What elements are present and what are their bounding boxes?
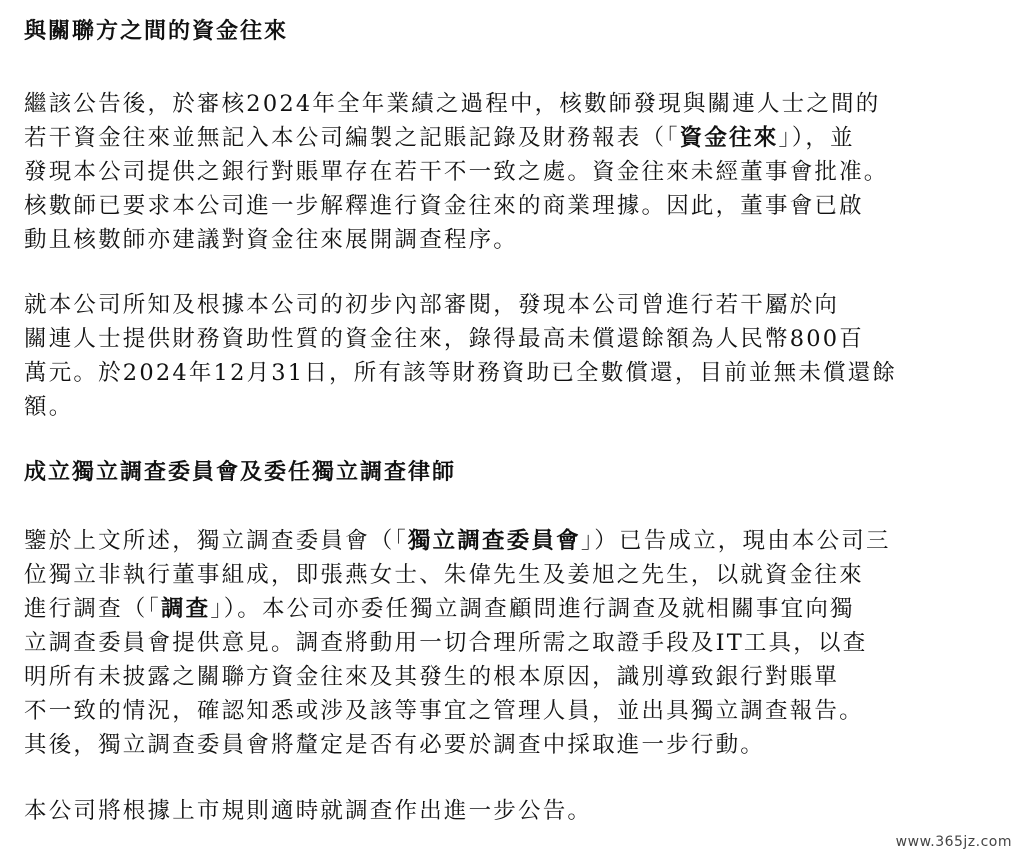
text-line: 就本公司所知及根據本公司的初步內部審閱，發現本公司曾進行若干屬於向 (24, 292, 840, 318)
text-line: 明所有未披露之關聯方資金往來及其發生的根本原因，識別導致銀行對賬單 (24, 664, 840, 690)
text-line: 鑒於上文所述，獨立調查委員會（「獨立調查委員會」）已告成立，現由本公司三 (24, 528, 891, 554)
text-line: 關連人士提供財務資助性質的資金往來，錄得最高未償還餘額為人民幣800百 (24, 326, 864, 352)
section-heading-independent-investigation: 成立獨立調查委員會及委任獨立調查律師 (24, 460, 457, 485)
section-heading-related-party-funds: 與關聯方之間的資金往來 (24, 19, 289, 44)
watermark: www.365jz.com (895, 834, 1012, 850)
text-line: 位獨立非執行董事組成，即張燕女士、朱偉先生及姜旭之先生，以就資金往來 (24, 562, 864, 588)
text-line: 動且核數師亦建議對資金往來展開調查程序。 (24, 227, 519, 253)
defined-term: 資金往來 (679, 125, 779, 151)
text-line: 進行調查（「調查」）。本公司亦委任獨立調查顧問進行調查及就相關事宜向獨 (24, 596, 855, 622)
text-line: 萬元。於2024年12月31日，所有該等財務資助已全數償還，目前並無未償還餘 (24, 360, 898, 386)
paragraph-audit-findings (24, 87, 889, 257)
text-line: 若干資金往來並無記入本公司編製之記賬記錄及財務報表（「資金往來」），並 (24, 125, 855, 151)
paragraph-committee-establishment (24, 524, 891, 762)
text-line: 發現本公司提供之銀行對賬單存在若干不一致之處。資金往來未經董事會批准。 (24, 159, 889, 185)
paragraph-internal-review (24, 288, 897, 424)
text-line: 不一致的情況，確認知悉或涉及該等事宜之管理人員，並出具獨立調查報告。 (24, 698, 864, 724)
defined-term: 調查 (160, 596, 211, 622)
text-line: 額。 (24, 394, 74, 420)
text-line: 核數師已要求本公司進一步解釋進行資金往來的商業理據。因此，董事會已啟 (24, 193, 864, 219)
defined-term: 獨立調查委員會 (407, 528, 581, 554)
text-line: 立調查委員會提供意見。調查將動用一切合理所需之取證手段及IT工具，以查 (24, 630, 868, 656)
text-line: 本公司將根據上市規則適時就調查作出進一步公告。 (24, 798, 593, 824)
text-line: 繼該公告後，於審核2024年全年業績之過程中，核數師發現與關連人士之間的 (24, 91, 881, 117)
paragraph-further-announcement (24, 794, 592, 828)
text-line: 其後，獨立調查委員會將釐定是否有必要於調查中採取進一步行動。 (24, 732, 766, 758)
